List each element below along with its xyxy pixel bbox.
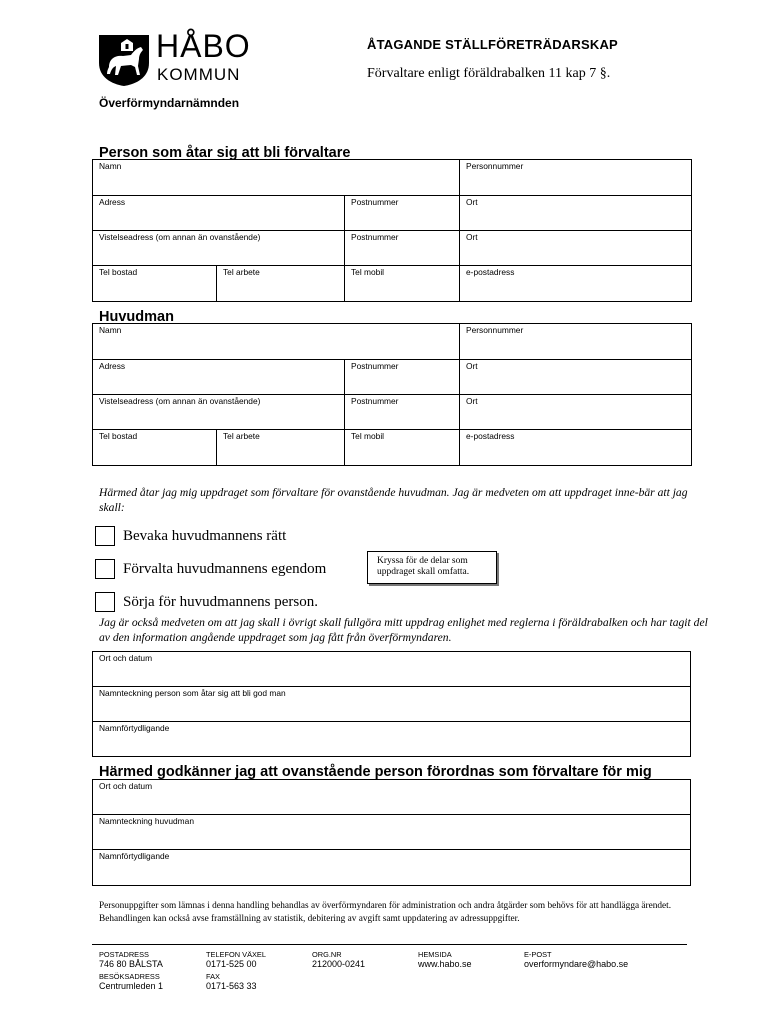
field-ort[interactable]: Ort: [460, 231, 692, 266]
field-namnteckning-huvudman[interactable]: Namnteckning huvudman: [93, 815, 691, 850]
field-namn[interactable]: Namn: [93, 324, 460, 360]
document-subtitle: Förvaltare enligt föräldrabalken 11 kap 7 §.: [367, 66, 611, 81]
privacy-disclaimer: Personuppgifter som lämnas i denna handling behandlas av överförmyndaren för administration och andra åtgärder som behövs för att handlägga ärendet. Behandlingen kan också avse framställning av statistik, debitering av avgift samt uppdatering av adressuppgifter.: [99, 901, 672, 924]
forvaltare-form-table: [92, 159, 692, 302]
field-ort-och-datum[interactable]: Ort och datum: [93, 652, 691, 687]
field-postnummer[interactable]: Postnummer: [345, 395, 460, 430]
field-postnummer[interactable]: Postnummer: [345, 231, 460, 266]
signature-forvaltare-table: [92, 651, 691, 757]
field-namnfortydligande[interactable]: Namnförtydligande: [93, 722, 691, 757]
habo-coat-of-arms-icon: [97, 33, 151, 87]
field-ort[interactable]: Ort: [460, 360, 692, 395]
field-e-postadress[interactable]: e-postadress: [460, 266, 692, 302]
option-label-forvalta: Förvalta huvudmannens egendom: [123, 561, 327, 577]
footer-epost-link[interactable]: overformyndare@habo.se: [524, 959, 629, 969]
field-personnummer[interactable]: Personnummer: [460, 324, 692, 360]
footer-fax-label: FAX: [206, 972, 220, 981]
footer-postadress: 746 80 BÅLSTA: [99, 959, 163, 969]
field-postnummer[interactable]: Postnummer: [345, 196, 460, 231]
footer-orgnr: 212000-0241: [312, 959, 366, 969]
field-ort[interactable]: Ort: [460, 395, 692, 430]
section-heading-forvaltare: Person som åtar sig att bli förvaltare: [99, 145, 351, 161]
option-label-bevaka: Bevaka huvudmannens rätt: [123, 528, 287, 544]
field-vistelseadress[interactable]: Vistelseadress (om annan än ovanstående): [93, 231, 345, 266]
field-ort[interactable]: Ort: [460, 196, 692, 231]
commitment-outro: Jag är också medveten om att jag skall i övrigt skall fullgöra mitt uppdrag enlighet med reglerna i föräldrabalken och har tagit del av den information angående uppdraget som jag fått från överförmyndaren.: [99, 616, 708, 644]
field-personnummer[interactable]: Personnummer: [460, 160, 692, 196]
commitment-intro: Härmed åtar jag mig uppdraget som förvaltare för ovanstående huvudman. Jag är medveten om att uppdraget inne-bär att jag skall:: [99, 486, 688, 514]
footer-hemsida-link[interactable]: www.habo.se: [418, 959, 472, 969]
huvudman-form-table: [92, 323, 692, 466]
footer-hemsida-label: HEMSIDA: [418, 950, 452, 959]
field-vistelseadress[interactable]: Vistelseadress (om annan än ovanstående): [93, 395, 345, 430]
field-e-postadress[interactable]: e-postadress: [460, 430, 692, 466]
footer-postadress-label: POSTADRESS: [99, 950, 149, 959]
option-label-sorja: Sörja för huvudmannens person.: [123, 594, 318, 610]
checkbox-forvalta[interactable]: [95, 559, 115, 579]
field-postnummer[interactable]: Postnummer: [345, 360, 460, 395]
field-tel-arbete[interactable]: Tel arbete: [217, 266, 345, 302]
logo-subtitle: KOMMUN: [157, 65, 241, 84]
field-namnteckning[interactable]: Namnteckning person som åtar sig att bli god man: [93, 687, 691, 722]
signature-huvudman-table: [92, 779, 691, 886]
checkbox-bevaka[interactable]: [95, 526, 115, 546]
document-title: ÅTAGANDE STÄLLFÖRETRÄDARSKAP: [367, 37, 618, 52]
field-tel-bostad[interactable]: Tel bostad: [93, 266, 217, 302]
logo-wordmark: HÅBO: [156, 28, 251, 64]
footer-besoksadress-label: BESÖKSADRESS: [99, 972, 160, 981]
footer-divider: [92, 944, 687, 945]
field-adress[interactable]: Adress: [93, 360, 345, 395]
footer-fax: 0171-563 33: [206, 981, 257, 991]
footer-telefon: 0171-525 00: [206, 959, 257, 969]
footer-orgnr-label: ORG.NR: [312, 950, 342, 959]
department-name: Överförmyndarnämnden: [99, 96, 240, 110]
checkbox-sorja[interactable]: [95, 592, 115, 612]
field-namn[interactable]: Namn: [93, 160, 460, 196]
field-ort-och-datum[interactable]: Ort och datum: [93, 780, 691, 815]
field-tel-bostad[interactable]: Tel bostad: [93, 430, 217, 466]
field-tel-mobil[interactable]: Tel mobil: [345, 266, 460, 302]
field-adress[interactable]: Adress: [93, 196, 345, 231]
field-namnfortydligande[interactable]: Namnförtydligande: [93, 850, 691, 886]
footer-besoksadress: Centrumleden 1: [99, 981, 164, 991]
field-tel-mobil[interactable]: Tel mobil: [345, 430, 460, 466]
field-tel-arbete[interactable]: Tel arbete: [217, 430, 345, 466]
footer-telefon-label: TELEFON VÄXEL: [206, 950, 266, 959]
section-heading-godkannande: Härmed godkänner jag att ovanstående person förordnas som förvaltare för mig: [99, 764, 652, 780]
footer-epost-label: E-POST: [524, 950, 552, 959]
section-heading-huvudman: Huvudman: [99, 309, 174, 325]
instruction-note: Kryssa för de delar som uppdraget skall omfatta.: [367, 551, 497, 584]
